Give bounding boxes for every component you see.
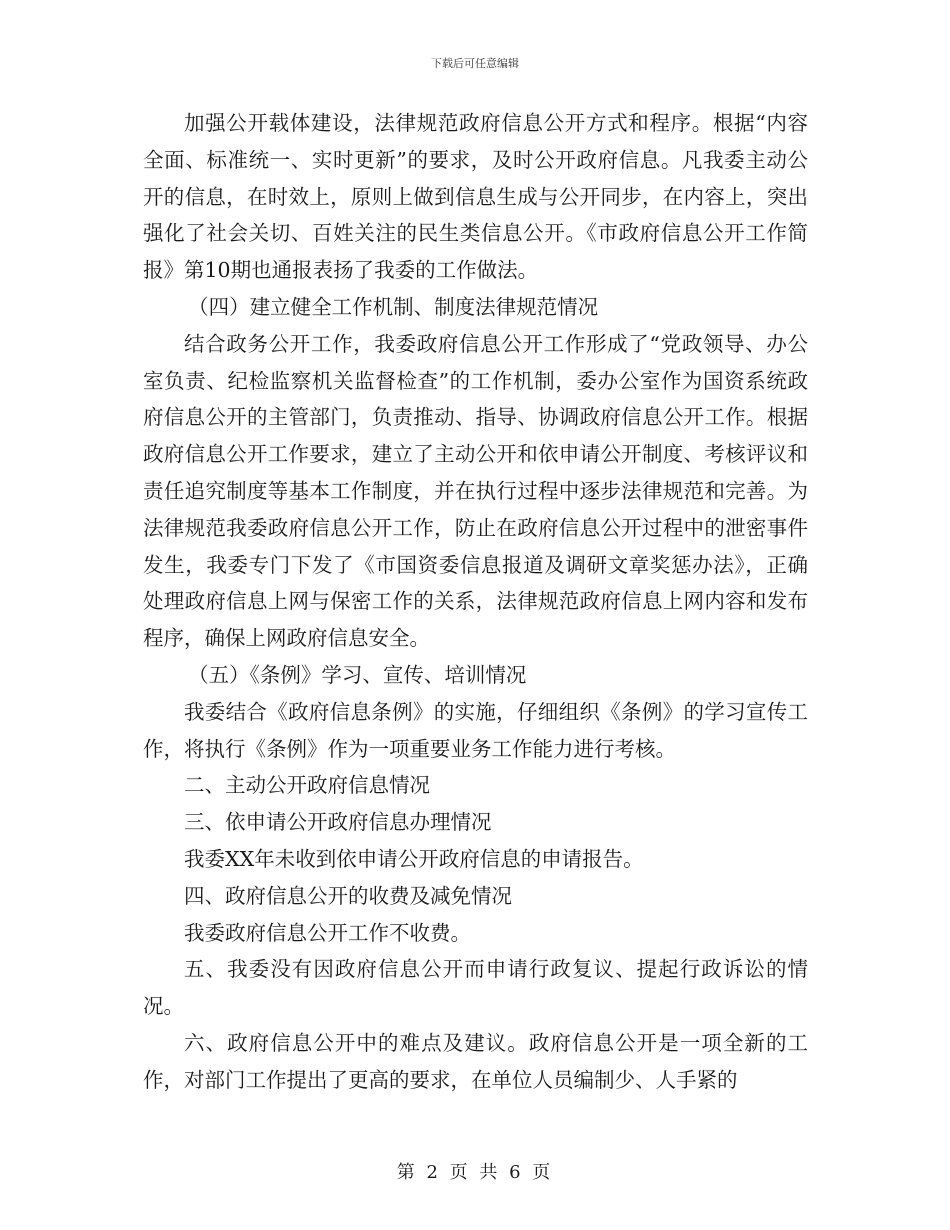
section-heading-two: 二、主动公开政府信息情况 — [184, 773, 430, 798]
section-heading-5: （五）《条例》学习、宣传、培训情况 — [188, 662, 527, 687]
document-body — [143, 105, 808, 1099]
section-heading-five: 五、我委没有因政府信息公开而申请行政复议、提起行政诉讼的情况。 — [143, 957, 808, 1019]
section-heading-four: 四、政府信息公开的收费及减免情况 — [184, 883, 512, 908]
section-heading-three: 三、依申请公开政府信息办理情况 — [184, 810, 492, 835]
page-number-footer: 第 2 页 共 6 页 — [396, 1162, 554, 1183]
section-heading-six: 六、政府信息公开中的难点及建议。政府信息公开是一项全新的工作，对部门工作提出了更高的要求，在单位人员编制少、人手紧的 — [143, 1030, 808, 1092]
paragraph-regulation-study: 我委结合《政府信息条例》的实施，仔细组织《条例》的学习宣传工作，将执行《条例》作为一项重要业务工作能力进行考核。 — [143, 699, 808, 761]
paragraph-work-mechanism: 结合政务公开工作，我委政府信息公开工作形成了“党政领导、办公室负责、纪检监察机关监督检查”的工作机制，委办公室作为国资系统政府信息公开的主管部门，负责推动、指导、协调政府信息公开工作。根据政府信息公开工作要求，建立了主动公开和依申请公开制度、考核评议和责任追究制度等基本工作制度，并在执行过程中逐步法律规范和完善。为法律规范我委政府信息公开工作，防止在政府信息公开过程中的泄密事件发生，我委专门下发了《市国资委信息报道及调研文章奖惩办法》，正确处理政府信息上网与保密工作的关系，法律规范政府信息上网内容和发布程序，确保上网政府信息安全。 — [143, 331, 808, 651]
page-header: 下载后可任意编辑 — [431, 57, 519, 70]
paragraph-no-fees: 我委政府信息公开工作不收费。 — [184, 920, 471, 945]
paragraph-no-requests: 我委XX年未收到依申请公开政府信息的申请报告。 — [184, 846, 644, 871]
paragraph-publicity-carriers: 加强公开载体建设，法律规范政府信息公开方式和程序。根据“内容全面、标准统一、实时更新”的要求，及时公开政府信息。凡我委主动公开的信息，在时效上，原则上做到信息生成与公开同步，在内容上，突出强化了社会关切、百姓关注的民生类信息公开。《市政府信息公开工作简报》第10期也通报表扬了我委的工作做法。 — [143, 111, 808, 283]
section-heading-4: （四）建立健全工作机制、制度法律规范情况 — [188, 294, 599, 319]
